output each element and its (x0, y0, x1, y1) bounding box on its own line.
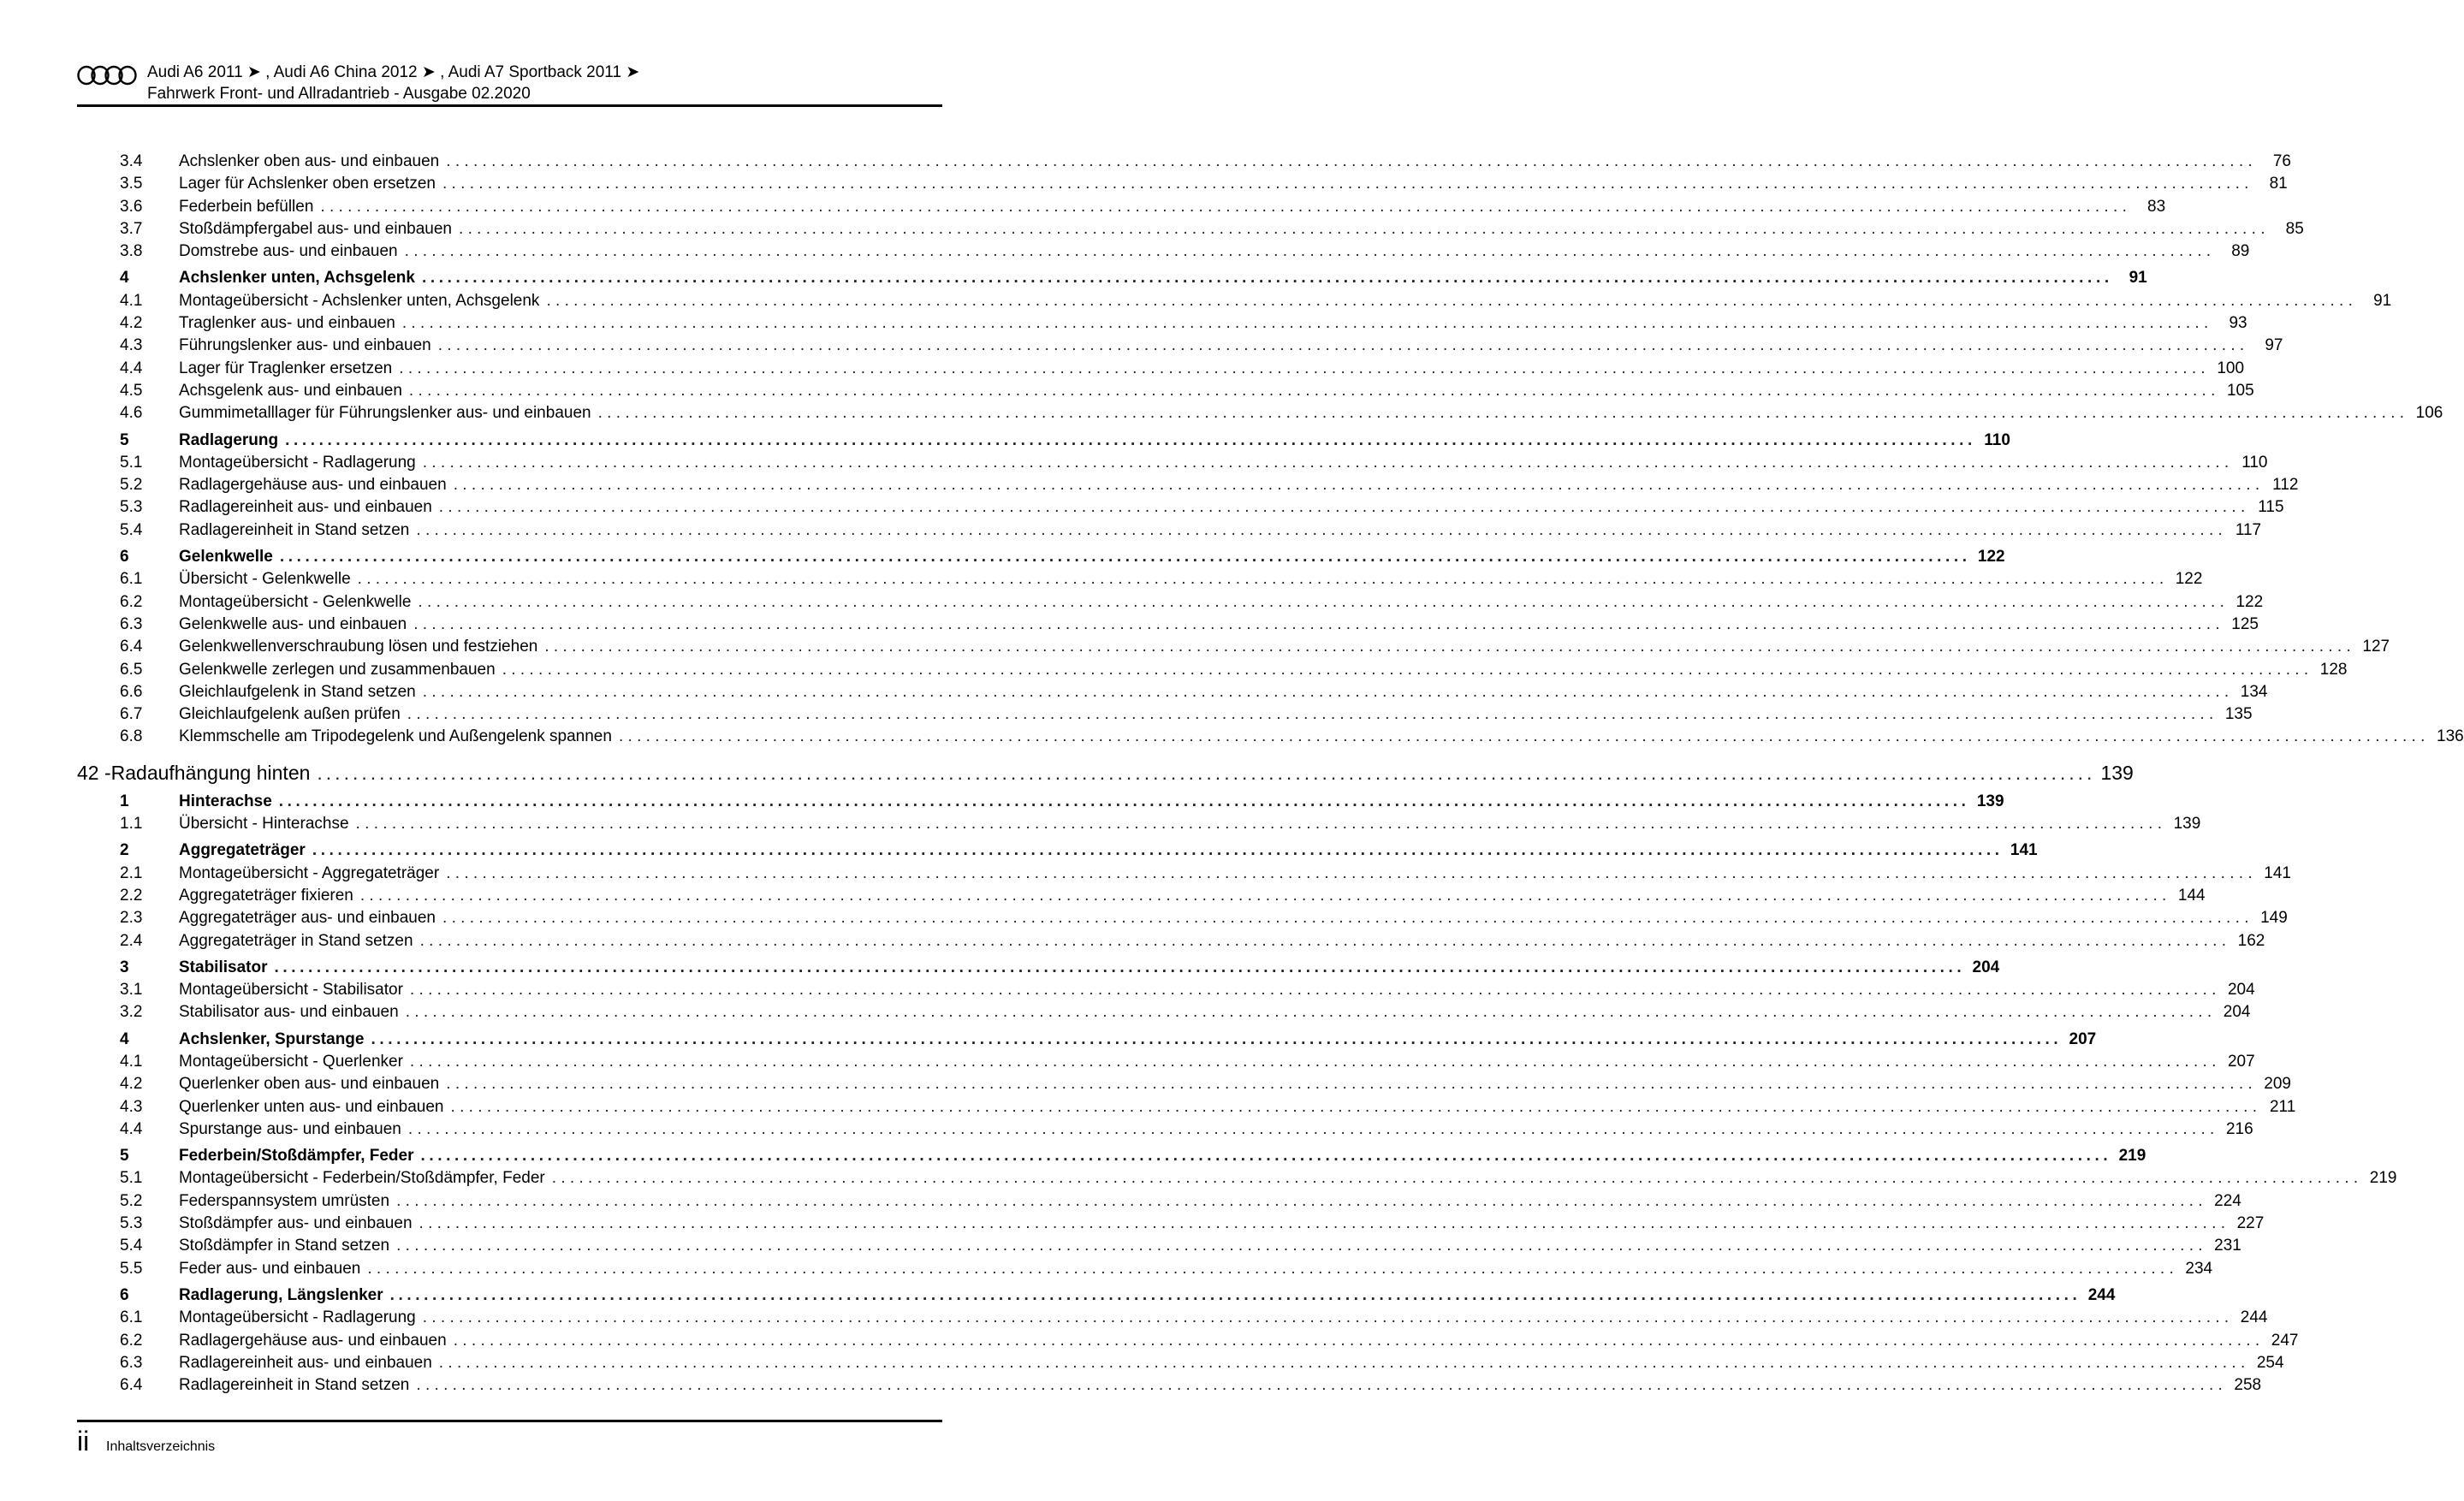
toc-entry[interactable] (77, 1073, 2291, 1095)
toc-leader-dots: ........................................................................................................................................................................................................ (418, 592, 2229, 611)
toc-leader-dots: ........................................................................................................................................................................................................ (371, 1029, 2063, 1048)
toc-page-number: 81 (2269, 175, 2288, 193)
toc-page-number: 122 (2175, 570, 2203, 589)
toc-entry[interactable] (77, 1330, 2299, 1352)
toc-page-number: 162 (2237, 931, 2265, 950)
toc-number: 4.6 (120, 404, 143, 423)
toc-leader-dots: ........................................................................................................................................................................................................ (396, 1237, 2207, 1255)
toc-entry[interactable] (77, 173, 2288, 195)
toc-leader-dots: ........................................................................................................................................................................................................ (446, 152, 2257, 170)
toc-page-number: 136 (2437, 727, 2464, 746)
toc-leader-dots: ........................................................................................................................................................................................................ (408, 381, 2220, 400)
toc-page-number: 93 (2229, 314, 2247, 333)
toc-entry[interactable] (77, 1307, 2268, 1329)
toc-page-number: 209 (2264, 1075, 2291, 1094)
toc-number: 6.7 (120, 705, 143, 724)
toc-number: 5.2 (120, 1191, 143, 1210)
toc-title: Montageübersicht - Achslenker unten, Achsgelenk (179, 291, 540, 310)
toc-leader-dots: ........................................................................................................................................................................................................ (502, 660, 2313, 679)
toc-leader-dots: ........................................................................................................................................................................................................ (389, 1285, 2081, 1304)
toc-title: Radlagerung (179, 430, 279, 449)
toc-page-number: 254 (2256, 1353, 2284, 1372)
toc-number: 4.4 (120, 359, 143, 377)
toc-entry[interactable] (77, 218, 2304, 240)
toc-title: Klemmschelle am Tripodegelenk und Außengelenk spannen (179, 727, 612, 746)
toc-number: 2.4 (120, 931, 143, 950)
toc-title: Gleichlaufgelenk außen prüfen (179, 705, 401, 724)
toc-title: Hinterachse (179, 792, 272, 810)
toc-title: Achslenker unten, Achsgelenk (179, 269, 415, 288)
toc-entry[interactable] (77, 659, 2348, 681)
toc-number: 5.4 (120, 520, 143, 539)
toc-title: Aggregateträger in Stand setzen (179, 931, 413, 950)
toc-number: 4.2 (120, 314, 143, 333)
toc-number: 5.2 (120, 476, 143, 495)
footer-page-number: ii (77, 1426, 90, 1457)
toc-entry[interactable] (77, 1096, 2296, 1118)
toc-leader-dots: ........................................................................................................................................................................................................ (367, 1259, 2179, 1278)
toc-leader-dots: ........................................................................................................................................................................................................ (278, 792, 1970, 810)
toc-entry[interactable] (77, 452, 2268, 474)
toc-number: 3.8 (120, 242, 143, 261)
toc-page-number: 125 (2231, 614, 2259, 633)
toc-leader-dots: ........................................................................................................................................................................................................ (399, 359, 2211, 377)
toc-leader-dots: ........................................................................................................................................................................................................ (446, 1075, 2257, 1094)
toc-entry[interactable] (77, 290, 2392, 312)
toc-entry[interactable] (77, 614, 2259, 636)
toc-title: Achslenker, Spurstange (179, 1029, 365, 1048)
toc-title: Führungslenker aus- und einbauen (179, 336, 431, 355)
toc-title: Aggregateträger fixieren (179, 886, 353, 905)
toc-number: 5.5 (120, 1259, 143, 1278)
toc-page-number: 231 (2214, 1237, 2241, 1255)
toc-section[interactable] (77, 430, 2010, 452)
toc-page-number: 141 (2264, 863, 2291, 882)
toc-leader-dots: ........................................................................................................................................................................................................ (312, 841, 2004, 860)
toc-page-number: 115 (2258, 498, 2284, 517)
toc-entry[interactable] (77, 979, 2255, 1001)
toc-section[interactable] (77, 1145, 2146, 1167)
toc-title: Domstrebe aus- und einbauen (179, 242, 398, 261)
header-models: Audi A6 2011 ➤ , Audi A6 China 2012 ➤ , Audi A7 Sportback 2011 ➤ (147, 63, 640, 81)
toc-section[interactable] (77, 957, 2000, 979)
toc-entry[interactable] (77, 1235, 2241, 1257)
toc-page-number: 110 (1984, 430, 2010, 449)
toc-entry[interactable] (77, 474, 2299, 496)
toc-page-number: 139 (2173, 815, 2201, 834)
toc-title: Montageübersicht - Gelenkwelle (179, 592, 412, 611)
toc-entry[interactable] (77, 151, 2291, 173)
toc-title: Federbein/Stoßdämpfer, Feder (179, 1147, 414, 1166)
toc-leader-dots: ........................................................................................................................................................................................................ (453, 476, 2265, 495)
toc-number: 5.3 (120, 498, 143, 517)
toc-leader-dots: ........................................................................................................................................................................................................ (405, 1003, 2217, 1022)
toc-leader-dots: ........................................................................................................................................................................................................ (409, 1052, 2221, 1071)
toc-page-number: 76 (2272, 152, 2291, 170)
toc-title: Achslenker oben aus- und einbauen (179, 152, 440, 170)
toc-entry[interactable] (77, 863, 2291, 885)
toc-page-number: 216 (2225, 1119, 2253, 1138)
toc-leader-dots: ........................................................................................................................................................................................................ (359, 886, 2171, 905)
toc-title: Gelenkwelle zerlegen und zusammenbauen (179, 660, 496, 679)
toc-leader-dots: ........................................................................................................................................................................................................ (597, 404, 2409, 423)
toc-number: 3.7 (120, 219, 143, 238)
toc-number: 3 (120, 958, 129, 976)
toc-number: 6.8 (120, 727, 143, 746)
toc-entry[interactable] (77, 636, 2390, 658)
toc-title: Gelenkwellenverschraubung lösen und festziehen (179, 638, 538, 656)
toc-page-number: 219 (2369, 1169, 2397, 1188)
toc-entry[interactable] (77, 496, 2284, 519)
toc-leader-dots: ........................................................................................................................................................................................................ (407, 705, 2218, 724)
toc-title: Gummimetalllager für Führungslenker aus- und einbauen (179, 404, 591, 423)
toc-page-number: 110 (2241, 453, 2268, 472)
toc-number: 2 (120, 841, 129, 860)
toc-page-number: 89 (2231, 242, 2250, 261)
toc-leader-dots: ........................................................................................................................................................................................................ (422, 682, 2234, 701)
toc-title: Radlagerung, Längslenker (179, 1285, 383, 1304)
toc-title: Montageübersicht - Radlagerung (179, 1308, 416, 1327)
toc-entry[interactable] (77, 312, 2247, 335)
toc-number: 6.3 (120, 614, 143, 633)
toc-leader-dots: ........................................................................................................................................................................................................ (413, 614, 2224, 633)
toc-number: 5.4 (120, 1237, 143, 1255)
toc-page-number: 219 (2118, 1147, 2146, 1166)
toc-page-number: 91 (2373, 291, 2392, 310)
toc-title: Achsgelenk aus- und einbauen (179, 381, 402, 400)
toc-page-number: 234 (2185, 1259, 2213, 1278)
toc-entry[interactable] (77, 813, 2201, 835)
toc-leader-dots: ........................................................................................................................................................................................................ (544, 638, 2356, 656)
toc-number: 4 (120, 269, 129, 288)
toc-title: Radlagereinheit aus- und einbauen (179, 1353, 432, 1372)
toc-number: 1.1 (120, 815, 143, 834)
toc-leader-dots: ........................................................................................................................................................................................................ (437, 336, 2249, 355)
footer-rule (77, 1420, 942, 1422)
toc-number: 6.1 (120, 570, 143, 589)
toc-number: 4.1 (120, 291, 143, 310)
toc-title: Stabilisator (179, 958, 268, 976)
toc-entry[interactable] (77, 380, 2254, 402)
toc-entry[interactable] (77, 703, 2253, 726)
header-rule (77, 104, 942, 107)
toc-page-number: 207 (2227, 1052, 2255, 1071)
toc-title: Radlagergehäuse aus- und einbauen (179, 476, 447, 495)
toc-page-number: 112 (2272, 476, 2299, 495)
toc-title: Gelenkwelle aus- und einbauen (179, 614, 407, 633)
toc-leader-dots: ........................................................................................................................................................................................................ (551, 1169, 2363, 1188)
toc-leader-dots: ........................................................................................................................................................................................................ (442, 175, 2253, 193)
toc-leader-dots: ........................................................................................................................................................................................................ (419, 1214, 2230, 1233)
toc-leader-dots: ........................................................................................................................................................................................................ (450, 1097, 2262, 1116)
toc-section[interactable] (77, 267, 2147, 289)
toc-page-number: 135 (2224, 705, 2253, 724)
toc-number: 6.3 (120, 1353, 143, 1372)
toc-number: 2.1 (120, 863, 143, 882)
toc-entry[interactable] (77, 1352, 2284, 1374)
toc-entry[interactable] (77, 1258, 2213, 1280)
toc-page-number: 224 (2214, 1191, 2241, 1210)
toc-number: 3.4 (120, 152, 143, 170)
toc-number: 3.1 (120, 981, 143, 1000)
toc-leader-dots: ........................................................................................................................................................................................................ (420, 1147, 2112, 1166)
toc-page-number: 100 (2217, 359, 2245, 377)
toc-title: Stoßdämpfergabel aus- und einbauen (179, 219, 453, 238)
toc-leader-dots: ........................................................................................................................................................................................................ (453, 1331, 2265, 1350)
toc-entry[interactable] (77, 519, 2262, 542)
toc-number: 4.3 (120, 336, 143, 355)
toc-leader-dots: ........................................................................................................................................................................................................ (546, 291, 2358, 310)
toc-page-number: 122 (1977, 548, 2005, 567)
toc-entry[interactable] (77, 240, 2250, 263)
toc-page-number: 144 (2177, 886, 2206, 905)
toc-page-number: 85 (2285, 219, 2304, 238)
toc-title: Federbein befüllen (179, 197, 314, 216)
toc-number: 5.1 (120, 1169, 143, 1188)
toc-number: 6.4 (120, 638, 143, 656)
toc-entry[interactable] (77, 1167, 2397, 1190)
toc-number: 6.6 (120, 682, 143, 701)
toc-title: Querlenker oben aus- und einbauen (179, 1075, 440, 1094)
toc-title: Übersicht - Hinterachse (179, 815, 349, 834)
toc-title: Übersicht - Gelenkwelle (179, 570, 351, 589)
toc-page-number: 97 (2265, 336, 2283, 355)
toc-title: Stabilisator aus- und einbauen (179, 1003, 399, 1022)
toc-leader-dots: ........................................................................................................................................................................................................ (419, 931, 2231, 950)
toc-entry[interactable] (77, 726, 2464, 748)
toc-entry[interactable] (77, 335, 2283, 357)
toc-number: 5.3 (120, 1214, 143, 1233)
toc-title: Montageübersicht - Radlagerung (179, 453, 416, 472)
audi-rings-logo (77, 65, 137, 86)
toc-title: Montageübersicht - Aggregateträger (179, 863, 440, 882)
toc-page-number: 128 (2319, 660, 2348, 679)
toc-entry[interactable] (77, 681, 2268, 703)
toc-number: 3.5 (120, 175, 143, 193)
toc-title: Feder aus- und einbauen (179, 1259, 361, 1278)
toc-page-number: 83 (2147, 197, 2166, 216)
toc-number: 1 (120, 792, 129, 810)
toc-number: 42 - (77, 761, 111, 784)
toc-entry[interactable] (77, 1213, 2265, 1235)
toc-page-number: 105 (2226, 381, 2254, 400)
toc-title: Traglenker aus- und einbauen (179, 314, 395, 333)
toc-title: Aggregateträger (179, 841, 306, 860)
toc-title: Spurstange aus- und einbauen (179, 1119, 401, 1138)
toc-entry[interactable] (77, 358, 2245, 380)
toc-leader-dots: ........................................................................................................................................................................................................ (401, 314, 2213, 333)
toc-chapter[interactable] (77, 759, 2134, 786)
toc-page-number: 227 (2236, 1214, 2265, 1233)
toc-leader-dots: ........................................................................................................................................................................................................ (320, 197, 2132, 216)
toc-section[interactable] (77, 839, 2038, 862)
toc-number: 6 (120, 548, 129, 567)
toc-leader-dots: ........................................................................................................................................................................................................ (416, 1376, 2228, 1395)
toc-entry[interactable] (77, 1118, 2253, 1141)
toc-title: Radlagergehäuse aus- und einbauen (179, 1331, 447, 1350)
toc-page-number: 258 (2234, 1376, 2262, 1395)
toc-entry[interactable] (77, 1001, 2251, 1023)
toc-number: 6.1 (120, 1308, 143, 1327)
toc-entry[interactable] (77, 196, 2166, 218)
toc-number: 6.4 (120, 1376, 143, 1395)
toc-page-number: 139 (2100, 761, 2134, 784)
toc-title: Radlagereinheit in Stand setzen (179, 520, 410, 539)
toc-leader-dots: ........................................................................................................................................................................................................ (416, 520, 2228, 539)
toc-number: 6 (120, 1285, 129, 1304)
toc-title: Lager für Traglenker ersetzen (179, 359, 393, 377)
toc-page-number: 139 (1976, 792, 2004, 810)
table-of-contents (77, 151, 2464, 1397)
toc-page-number: 106 (2415, 404, 2443, 423)
toc-leader-dots: ........................................................................................................................................................................................................ (274, 958, 1966, 976)
toc-number: 5 (120, 430, 129, 449)
toc-leader-dots: ........................................................................................................................................................................................................ (421, 269, 2113, 288)
toc-page-number: 91 (2129, 269, 2147, 288)
toc-entry[interactable] (77, 930, 2265, 952)
toc-page-number: 204 (2223, 1003, 2251, 1022)
toc-page-number: 134 (2240, 682, 2268, 701)
toc-leader-dots: ........................................................................................................................................................................................................ (438, 1353, 2250, 1372)
footer-label: Inhaltsverzeichnis (106, 1439, 216, 1454)
toc-number: 4.5 (120, 381, 143, 400)
toc-number: 2.2 (120, 886, 143, 905)
toc-leader-dots: ........................................................................................................................................................................................................ (618, 727, 2430, 746)
toc-number: 4 (120, 1029, 129, 1048)
toc-section[interactable] (77, 546, 2005, 568)
toc-title: Radlagereinheit in Stand setzen (179, 1376, 410, 1395)
toc-number: 2.3 (120, 909, 143, 928)
toc-entry[interactable] (77, 1374, 2262, 1397)
toc-leader-dots: ........................................................................................................................................................................................................ (396, 1191, 2207, 1210)
toc-title: Gelenkwelle (179, 548, 273, 567)
toc-entry[interactable] (77, 402, 2443, 424)
toc-number: 4.4 (120, 1119, 143, 1138)
toc-leader-dots: ........................................................................................................................................................................................................ (357, 570, 2169, 589)
toc-number: 6.2 (120, 1331, 143, 1350)
toc-title: Stoßdämpfer aus- und einbauen (179, 1214, 413, 1233)
toc-number: 4.2 (120, 1075, 143, 1094)
toc-page-number: 207 (2069, 1029, 2097, 1048)
toc-leader-dots: ........................................................................................................................................................................................................ (459, 219, 2270, 238)
toc-entry[interactable] (77, 591, 2264, 614)
toc-page-number: 204 (2227, 981, 2255, 1000)
toc-section[interactable] (77, 791, 2004, 813)
toc-leader-dots: ........................................................................................................................................................................................................ (355, 815, 2167, 834)
toc-title: Stoßdämpfer in Stand setzen (179, 1237, 390, 1255)
toc-entry[interactable] (77, 1051, 2255, 1073)
toc-leader-dots: ........................................................................................................................................................................................................ (422, 1308, 2234, 1327)
toc-title: Montageübersicht - Federbein/Stoßdämpfer, Feder (179, 1169, 545, 1188)
toc-page-number: 244 (2240, 1308, 2268, 1327)
toc-number: 4.1 (120, 1052, 143, 1071)
toc-section[interactable] (77, 1284, 2116, 1307)
toc-leader-dots: ........................................................................................................................................................................................................ (442, 909, 2253, 928)
toc-section[interactable] (77, 1029, 2097, 1051)
toc-title: Montageübersicht - Stabilisator (179, 981, 403, 1000)
toc-page-number: 127 (2362, 638, 2390, 656)
toc-leader-dots: ........................................................................................................................................................................................................ (446, 863, 2257, 882)
toc-leader-dots: ........................................................................................................................................................................................................ (317, 761, 2096, 784)
toc-entry[interactable] (77, 907, 2288, 929)
toc-title: Montageübersicht - Querlenker (179, 1052, 403, 1071)
toc-title: Aggregateträger aus- und einbauen (179, 909, 436, 928)
toc-page-number: 141 (2010, 841, 2038, 860)
toc-page-number: 211 (2269, 1097, 2296, 1116)
toc-page-number: 149 (2260, 909, 2288, 928)
toc-title: Federspannsystem umrüsten (179, 1191, 390, 1210)
toc-page-number: 122 (2235, 592, 2264, 611)
toc-leader-dots: ........................................................................................................................................................................................................ (404, 242, 2216, 261)
toc-number: 5.1 (120, 453, 143, 472)
toc-page-number: 247 (2271, 1331, 2299, 1350)
toc-leader-dots: ........................................................................................................................................................................................................ (407, 1119, 2219, 1138)
toc-entry[interactable] (77, 568, 2203, 590)
toc-leader-dots: ........................................................................................................................................................................................................ (409, 981, 2221, 1000)
toc-entry[interactable] (77, 885, 2206, 907)
toc-number: 4.3 (120, 1097, 143, 1116)
toc-leader-dots: ........................................................................................................................................................................................................ (422, 453, 2234, 472)
toc-title: Radlagereinheit aus- und einbauen (179, 498, 432, 517)
header-subtitle: Fahrwerk Front- und Allradantrieb - Ausgabe 02.2020 (147, 85, 531, 103)
toc-page-number: 244 (2087, 1285, 2116, 1304)
toc-number: 3.6 (120, 197, 143, 216)
toc-leader-dots: ........................................................................................................................................................................................................ (279, 548, 1971, 567)
toc-leader-dots: ........................................................................................................................................................................................................ (438, 498, 2250, 517)
toc-number: 6.5 (120, 660, 143, 679)
toc-page-number: 117 (2235, 520, 2262, 539)
toc-title: Querlenker unten aus- und einbauen (179, 1097, 444, 1116)
toc-title: Lager für Achslenker oben ersetzen (179, 175, 436, 193)
toc-title: Radaufhängung hinten (110, 761, 311, 784)
toc-number: 6.2 (120, 592, 143, 611)
toc-number: 5 (120, 1147, 129, 1166)
toc-page-number: 204 (1972, 958, 2000, 976)
toc-entry[interactable] (77, 1190, 2241, 1213)
toc-title: Gleichlaufgelenk in Stand setzen (179, 682, 416, 701)
toc-leader-dots: ........................................................................................................................................................................................................ (285, 430, 1976, 449)
toc-number: 3.2 (120, 1003, 143, 1022)
